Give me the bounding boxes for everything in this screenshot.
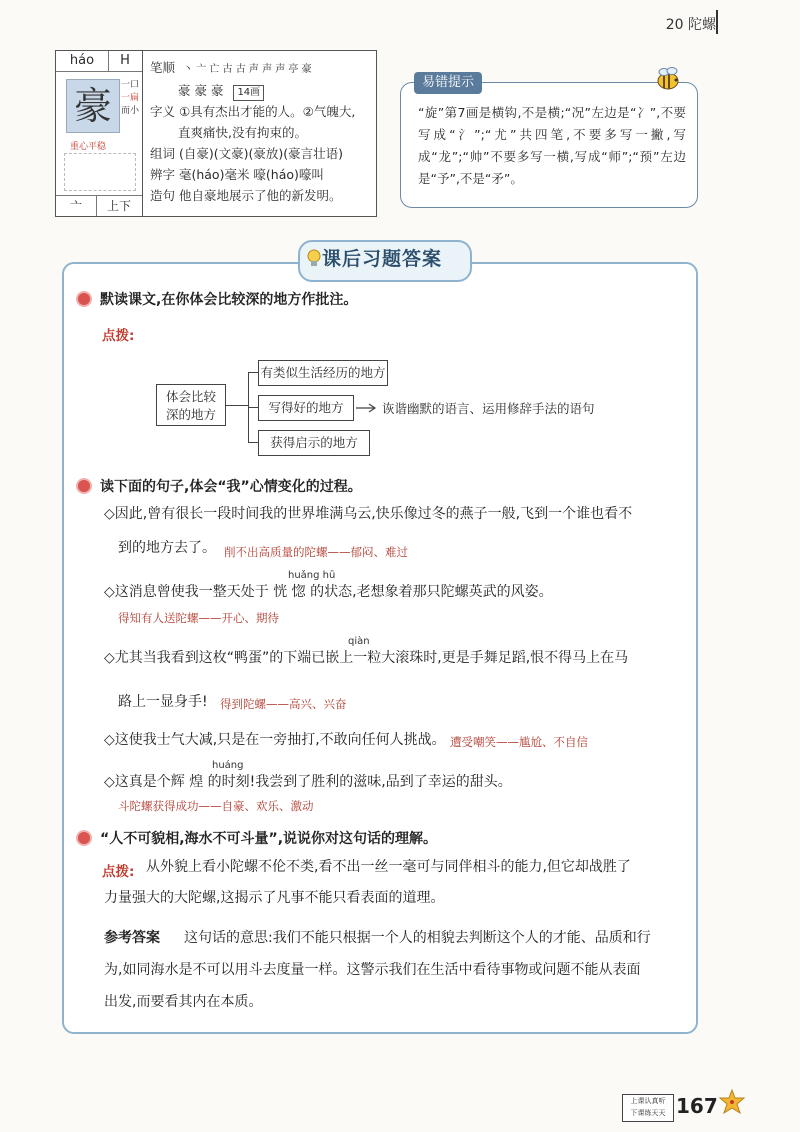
q2-item-5-text: ◇这真是个辉 煌 的时刻!我尝到了胜利的滋味,品到了幸运的甜头。 [104, 774, 512, 790]
q3-hint-line1: 从外貌上看小陀螺不伦不类,看不出一丝一毫可与同伴相斗的能力,但它却战胜了 [146, 859, 631, 875]
page-number: 167 [676, 1094, 718, 1118]
q2-item-3-line2: 路上一显身手! [118, 694, 208, 710]
distinguish: 辨字 毫(háo)毫米 嚎(háo)嚎叫 [150, 167, 324, 182]
char-card-bottom [56, 195, 142, 216]
q2-item-3-note: 得到陀螺——高兴、兴奋 [220, 697, 347, 711]
char-letter: H [108, 51, 142, 72]
arrow-right-icon [354, 402, 380, 414]
meaning2: 直爽痛快,没有拘束的。 [178, 125, 307, 140]
q3-ref-line3: 出发,而要看其内在本质。 [104, 994, 263, 1010]
q2-item-5-note: 斗陀螺获得成功——自豪、欢乐、激动 [118, 799, 314, 813]
q3-ref-label: 参考答案 [104, 930, 160, 946]
stroke-order-row2 [150, 80, 372, 101]
diagram-branch-1: 有类似生活经历的地方 [258, 360, 388, 386]
char-card-left [56, 51, 143, 216]
character-card [55, 50, 377, 217]
lightbulb-icon [306, 249, 322, 269]
q3-ref-line2: 为,如同海水是不可以用斗去度量一样。这警示我们在生活中看待事物或问题不能从表面 [104, 962, 641, 978]
side-mid: 一扁 [120, 93, 139, 103]
footer-tag-1: 上课认真听 [630, 1097, 666, 1105]
char-pinyin: háo [56, 51, 109, 72]
q2-item-1-line1: ◇因此,曾有很长一段时间我的世界堆满乌云,快乐像过冬的燕子一般,飞到一个谁也看不 [104, 506, 633, 522]
diagram-branch-3: 获得启示的地方 [258, 430, 370, 456]
diagram-root: 体会比较 深的地方 [156, 384, 226, 426]
stroke-count: 14画 [233, 85, 264, 101]
bee-icon [652, 66, 682, 92]
stroke-seq: 丶 亠 亡 古 古 声 声 声 亭 豪 [183, 64, 312, 75]
error-tip-title: 易错提示 [414, 72, 482, 94]
header-divider [716, 10, 718, 34]
diagram-connector [226, 405, 248, 406]
char-big: 豪 [66, 79, 120, 133]
footer-tag [622, 1094, 674, 1122]
question-3-icon [76, 830, 92, 846]
question-2-text: 读下面的句子,体会“我”心情变化的过程。 [100, 479, 362, 495]
char-note: 重心平稳 [70, 142, 107, 152]
words: 组词 (自豪)(文豪)(豪放)(豪言壮语) [150, 146, 343, 161]
diagram-tick-1 [248, 372, 258, 373]
q2-item-5-pinyin: huáng [212, 760, 244, 771]
question-1-text: 默读课文,在你体会比较深的地方作批注。 [100, 292, 358, 308]
question-2-icon [76, 478, 92, 494]
footer-tag-2: 下课练天天 [630, 1109, 666, 1117]
diagram-branch-2: 写得好的地方 [258, 395, 354, 421]
side-top: 一口 [120, 80, 139, 90]
error-tip-text: “旋”第7画是横钩,不是横;“况”左边是“冫”,不要写成“氵”;“尤”共四笔,不要多写一撇,写成“龙”;“帅”不要多写一横,写成“师”;“预”左边是“予”,不是“矛”。 [418, 105, 686, 186]
q3-hint-label: 点拨: [102, 864, 135, 880]
diagram-tick-3 [248, 442, 258, 443]
diagram-detail: 诙谐幽默的语言、运用修辞手法的语句 [382, 401, 595, 416]
q2-item-2-pinyin: huǎng hū [288, 570, 336, 581]
q2-item-2-note: 得知有人送陀螺——开心、期待 [118, 611, 279, 625]
star-mascot-icon [718, 1088, 746, 1118]
question-1-icon [76, 291, 92, 307]
char-structure: 上下 [106, 199, 131, 213]
q1-hint-label: 点拨: [102, 328, 135, 344]
q2-item-3-pinyin: qiàn [348, 636, 370, 647]
answers-banner-title: 课后习题答案 [322, 248, 443, 270]
char-radical: 亠 [56, 196, 97, 216]
q2-item-1-note: 削不出高质量的陀螺——郁闷、难过 [224, 545, 408, 559]
q2-item-1-line2: 到的地方去了。 [118, 540, 216, 556]
q2-item-2-text: ◇这消息曾使我一整天处于 恍 惚 的状态,老想象着那只陀螺英武的风姿。 [104, 584, 553, 600]
stroke-label: 笔顺 [150, 60, 176, 75]
char-side-notes [120, 79, 140, 118]
diagram-tick-2 [248, 407, 258, 408]
writing-grid [64, 153, 136, 191]
q2-item-4-text: ◇这使我士气大减,只是在一旁抽打,不敢向任何人挑战。 [104, 732, 446, 748]
side-bot: 而小 [120, 106, 139, 116]
q3-ref-line1: 这句话的意思:我们不能只根据一个人的相貌去判断这个人的才能、品质和行 [184, 930, 651, 946]
q3-hint-line2: 力量强大的大陀螺,这揭示了凡事不能只看表面的道理。 [104, 890, 445, 906]
stroke-order-row [150, 57, 372, 80]
lesson-title: 20 陀螺 [665, 17, 716, 33]
meaning: 字义 ①具有杰出才能的人。②气魄大, [150, 104, 356, 119]
sentence: 造句 他自豪地展示了他的新发明。 [150, 188, 342, 203]
stroke-seq2: 豪 豪 豪 [178, 83, 224, 98]
q2-item-4-note: 遭受嘲笑——尴尬、不自信 [450, 735, 588, 749]
q2-item-3-line1: ◇尤其当我看到这枚“鸭蛋”的下端已嵌上一粒大滚珠时,更是手舞足蹈,恨不得马上在马 [104, 650, 629, 666]
question-3-text: “人不可貌相,海水不可斗量”,说说你对这句话的理解。 [100, 831, 438, 847]
char-card-details [150, 57, 372, 206]
